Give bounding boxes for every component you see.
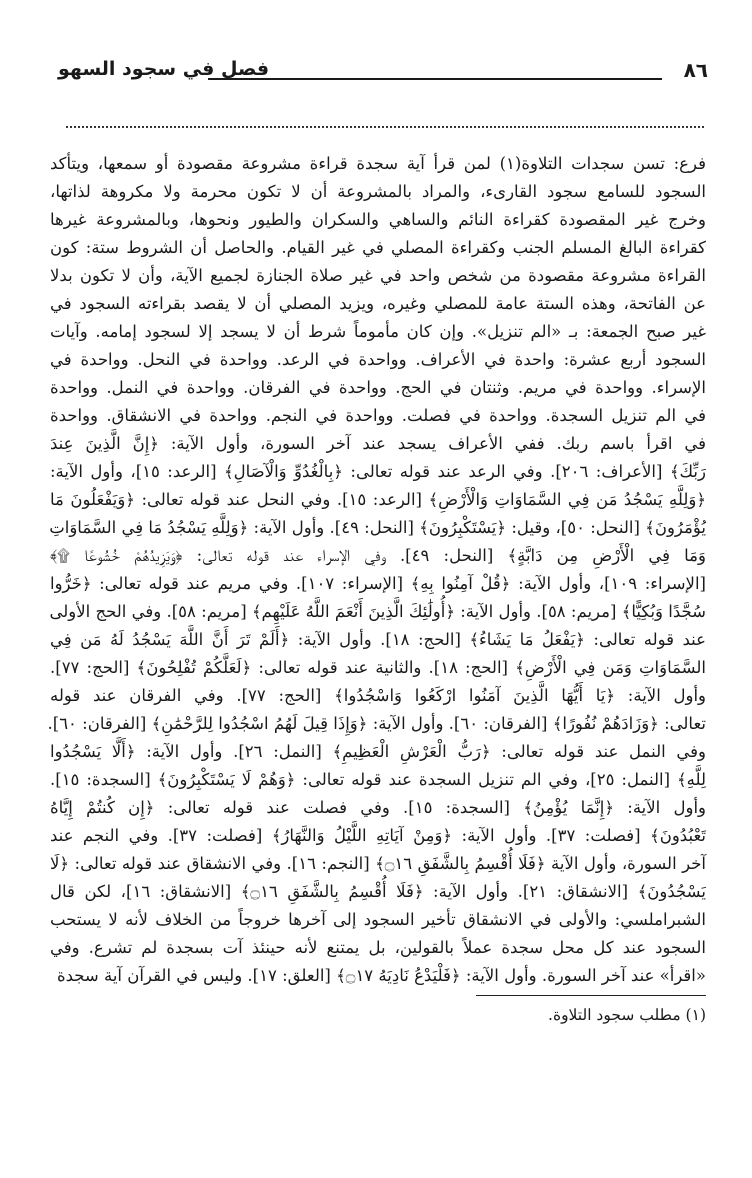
text-line: رَبِّكَ﴾ [الأعراف: ٢٠٦]. وفي الرعد عند قوله تعالى: ﴿بِالْغُدُوِّ وَالْآصَالِ﴾ [الرعد: ١٥]، وأول الآية: (50, 462, 706, 481)
text-line: «اقرأ» عند آخر السورة. وأول الآية: ﴿فَلْيَدْعُ نَادِيَهُ ۝١٧﴾ [العلق: ١٧]. وليس في القرآن آية سجدة (56, 966, 706, 985)
text-line: آخر السورة، وأول الآية ﴿فَلَا أُقْسِمُ بِالشَّفَقِ ۝١٦﴾ [النجم: ١٦]. وفي الانشقاق عند قوله تعالى: ﴿لَا (50, 854, 706, 873)
text-line: السجود عند كل محل سجدة عملاً بالقولين، بل يمتنع لأنه حينئذ آت بسجدة لم تشرع. وفي (50, 938, 706, 957)
text-line: كقراءة البالغ المسلم الجنب وكقراءة المصلي في غير القيام. والحاصل أن الشروط ستة: كون (50, 238, 706, 257)
main-text (47, 150, 706, 990)
text-line: القراءة مشروعة مقصودة من شخص واحد في غير صلاة الجنازة لجميع الآية، وأن لا تكون بدلا (50, 266, 706, 285)
text-line: وخرج غير المقصودة كقراءة النائم والساهي والسكران والطيور ونحوها، وبالمشروعة غيرها (50, 210, 706, 229)
header-rule (208, 78, 662, 80)
text-line: ﴿وَلِلَّهِ يَسْجُدُ مَن فِي السَّمَاوَاتِ وَالْأَرْضِ﴾ [الرعد: ١٥]. وفي النحل عند قوله تعالى: ﴿وَيَفْعَلُونَ مَا (50, 490, 706, 509)
text-line: لِلَّهِ﴾ [النمل: ٢٥]، وفي الم تنزيل السجدة عند قوله تعالى: ﴿وَهُمْ لَا يَسْتَكْبِرُونَ﴾ [السجدة: ١٥]. (50, 770, 706, 789)
text-line: الشبراملسي: والأولى في الانشقاق تأخير السجود إلى آخرها خروجاً من الخلاف لأنه لا يستحب (50, 910, 706, 929)
page-header (58, 58, 708, 88)
text-line: عن الفاتحة، وهذه الستة عامة للمصلي وغيره، ويزيد المصلي أن لا يقصد بقراءته السجود في (50, 294, 706, 313)
text-line: وأول الآية: ﴿إِنَّمَا يُؤْمِنُ﴾ [السجدة: ١٥]. وفي فصلت عند قوله تعالى: ﴿إِن كُنتُمْ إِيَّاهُ (50, 798, 706, 817)
footnote: (١) مطلب سجود التلاوة. (548, 1006, 706, 1024)
text-line: وَمَا فِي الْأَرْضِ مِن دَابَّةٍ﴾ [النحل: ٤٩]. وفي الإسراء عند قوله تعالى: ﴿وَيَزِيدُهُمْ خُشُوعًا ۩﴾ (50, 546, 706, 565)
text-line: تعالى: ﴿وَزَادَهُمْ نُفُورًا﴾ [الفرقان: ٦٠]. وأول الآية: ﴿وَإِذَا قِيلَ لَهُمُ اسْجُدُوا لِلرَّحْمَٰنِ﴾ [الفرقان: ٦٠]. (47, 714, 706, 733)
text-line: في الم تنزيل السجدة. وواحدة في فصلت. وواحدة في النجم. وواحدة في الانشقاق. وواحدة (50, 406, 706, 425)
text-line: عند قوله تعالى: ﴿يَفْعَلُ مَا يَشَاءُ﴾ [الحج: ١٨]. وأول الآية: ﴿أَلَمْ تَرَ أَنَّ اللَّهَ يَسْجُدُ لَهُ مَن فِي (50, 630, 706, 649)
text-line: يُؤْمَرُونَ﴾ [النحل: ٥٠]، وقيل: ﴿يَسْتَكْبِرُونَ﴾ [النحل: ٤٩]. وأول الآية: ﴿وَلِلَّهِ يَسْجُدُ مَا فِي السَّمَاوَاتِ (49, 518, 706, 537)
text-line: السجود للسامع سجود القارىء، والمراد بالمشروعة أن لا تكون محرمة ولا مكروهة لذاتها، (50, 182, 706, 201)
text-line: في اقرأ باسم ربك. ففي الأعراف يسجد عند آخر السورة، وأول الآية: ﴿إِنَّ الَّذِينَ عِندَ (50, 434, 706, 453)
chapter-title: فصل في سجود السهو (58, 58, 270, 80)
text-line: وأول الآية: ﴿يَا أَيُّهَا الَّذِينَ آمَنُوا ارْكَعُوا وَاسْجُدُوا﴾ [الحج: ٧٧]. وفي الفرقان عند قوله (50, 686, 706, 705)
text-line: السجود أربع عشرة: واحدة في الأعراف. وواحدة في الرعد. وواحدة في النحل. وواحدة في (50, 350, 706, 369)
text-line: [الإسراء: ١٠٩]، وأول الآية: ﴿قُلْ آمِنُوا بِهِ﴾ [الإسراء: ١٠٧]. وفي مريم عند قوله تعالى: ﴿خَرُّوا (50, 574, 706, 593)
footnote-rule (476, 995, 706, 996)
text-line: السَّمَاوَاتِ وَمَن فِي الْأَرْضِ﴾ [الحج: ١٨]. والثانية عند قوله تعالى: ﴿لَعَلَّكُمْ تُفْلِحُونَ﴾ [الحج: ٧٧]. (50, 658, 706, 677)
text-line: يَسْجُدُونَ﴾ [الانشقاق: ٢١]. وأول الآية: ﴿فَلَا أُقْسِمُ بِالشَّفَقِ ۝١٦﴾ [الانشقاق: ١٦]، لكن قال (50, 882, 706, 901)
text-line: سُجَّدًا وَبُكِيًّا﴾ [مريم: ٥٨]. وأول الآية: ﴿أُولَٰئِكَ الَّذِينَ أَنْعَمَ اللَّهُ عَلَيْهِم﴾ [مريم: ٥٨]. وفي الحج الأولى (49, 602, 706, 621)
text-line: فرع: تسن سجدات التلاوة(١) لمن قرأ آية سجدة قراءة مشروعة مقصودة أو سمعها، ويتأكد (50, 154, 706, 173)
text-line: تَعْبُدُونَ﴾ [فصلت: ٣٧]. وأول الآية: ﴿وَمِنْ آيَاتِهِ اللَّيْلُ وَالنَّهَارُ﴾ [فصلت: ٣٧]. وفي النجم عند (50, 826, 706, 845)
text-line: الإسراء. وواحدة في مريم. وثنتان في الحج. وواحدة في الفرقان. وواحدة في النمل. وواحدة (50, 378, 706, 397)
text-line: وفي النمل عند قوله تعالى: ﴿رَبُّ الْعَرْشِ الْعَظِيمِ﴾ [النمل: ٢٦]. وأول الآية: ﴿أَلَّا يَسْجُدُوا (50, 742, 706, 761)
dotted-divider (66, 126, 704, 128)
page-number: ٨٦ (683, 58, 708, 82)
text-line: غير صبح الجمعة: بـ «الم تنزيل». وإن كان مأموماً شرط أن لا يسجد إلا لسجود إمامه. وآيات (50, 322, 706, 341)
